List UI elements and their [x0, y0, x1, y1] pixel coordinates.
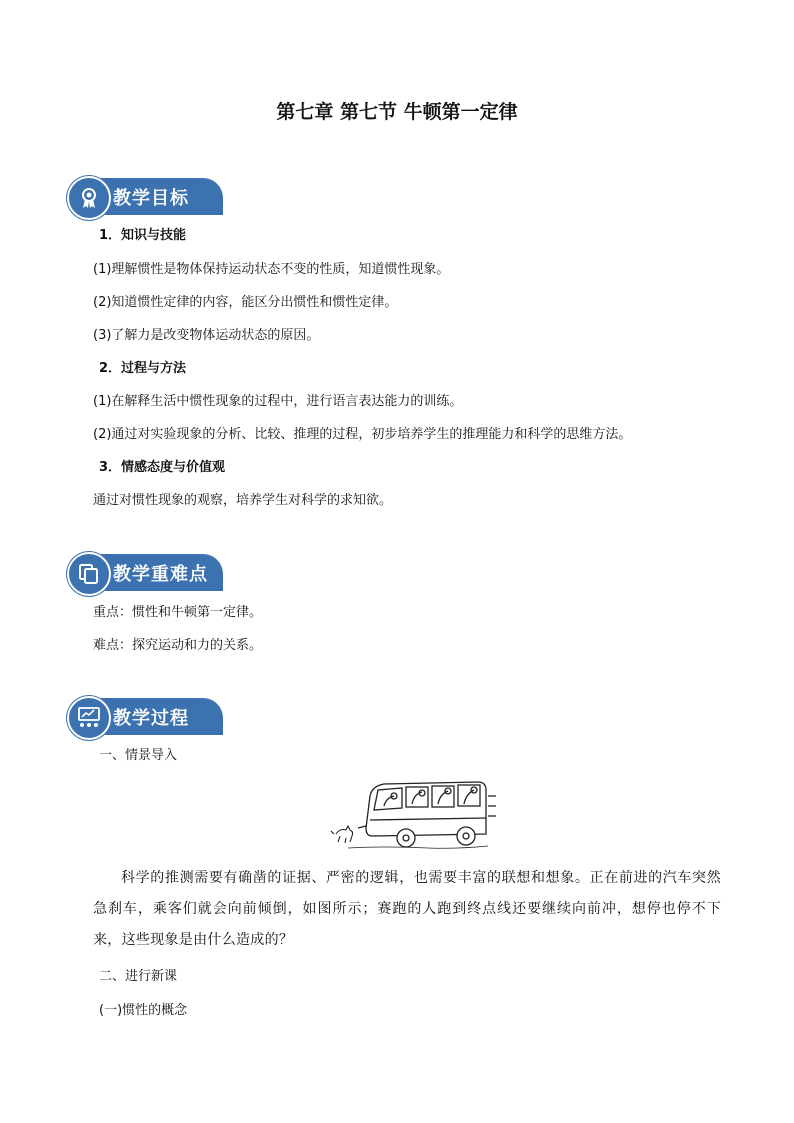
objective-line: (2)知道惯性定律的内容，能区分出惯性和惯性定律。: [93, 295, 398, 310]
documents-icon: [67, 552, 111, 596]
objective-line: 2．过程与方法: [99, 361, 187, 376]
objective-line: 1．知识与技能: [99, 228, 187, 243]
section-heading-label: 教学过程: [113, 708, 189, 729]
section-heading-process: [67, 696, 227, 738]
keypoint-line: 难点：探究运动和力的关系。: [93, 638, 263, 653]
subsection-heading: (一)惯性的概念: [99, 1003, 188, 1018]
scene-intro: 一、情景导入: [99, 748, 178, 763]
section-heading-label: 教学目标: [113, 188, 189, 209]
award-ribbon-icon: [67, 176, 111, 220]
section-heading-objectives: [67, 176, 227, 218]
objective-line: 3．情感态度与价值观: [99, 460, 226, 475]
objective-line: (2)通过对实验现象的分析、比较、推理的过程，初步培养学生的推理能力和科学的思维方法。: [93, 427, 632, 442]
page-title: 第七章 第七节 牛顿第一定律: [276, 101, 518, 123]
section-heading-label: 教学重难点: [113, 564, 208, 585]
objective-line: (1)理解惯性是物体保持运动状态不变的性质，知道惯性现象。: [93, 262, 450, 277]
keypoint-line: 重点：惯性和牛顿第一定律。: [93, 605, 263, 620]
bus-braking-illustration: [328, 776, 498, 860]
section-heading-keypoints: [67, 552, 227, 594]
presentation-icon: [67, 696, 111, 740]
objective-line: (3)了解力是改变物体运动状态的原因。: [93, 328, 320, 343]
objective-line: (1)在解释生活中惯性现象的过程中，进行语言表达能力的训练。: [93, 394, 463, 409]
new-lesson-heading: 二、进行新课: [99, 969, 178, 984]
objective-line: 通过对惯性现象的观察，培养学生对科学的求知欲。: [93, 493, 393, 508]
scene-paragraph: 科学的推测需要有确凿的证据、严密的逻辑，也需要丰富的联想和想象。正在前进的汽车突然急刹车，乘客们就会向前倾倒，如图所示；赛跑的人跑到终点线还要继续向前冲，想停也停不下来，这些现象是由什么造成的？: [93, 870, 721, 948]
